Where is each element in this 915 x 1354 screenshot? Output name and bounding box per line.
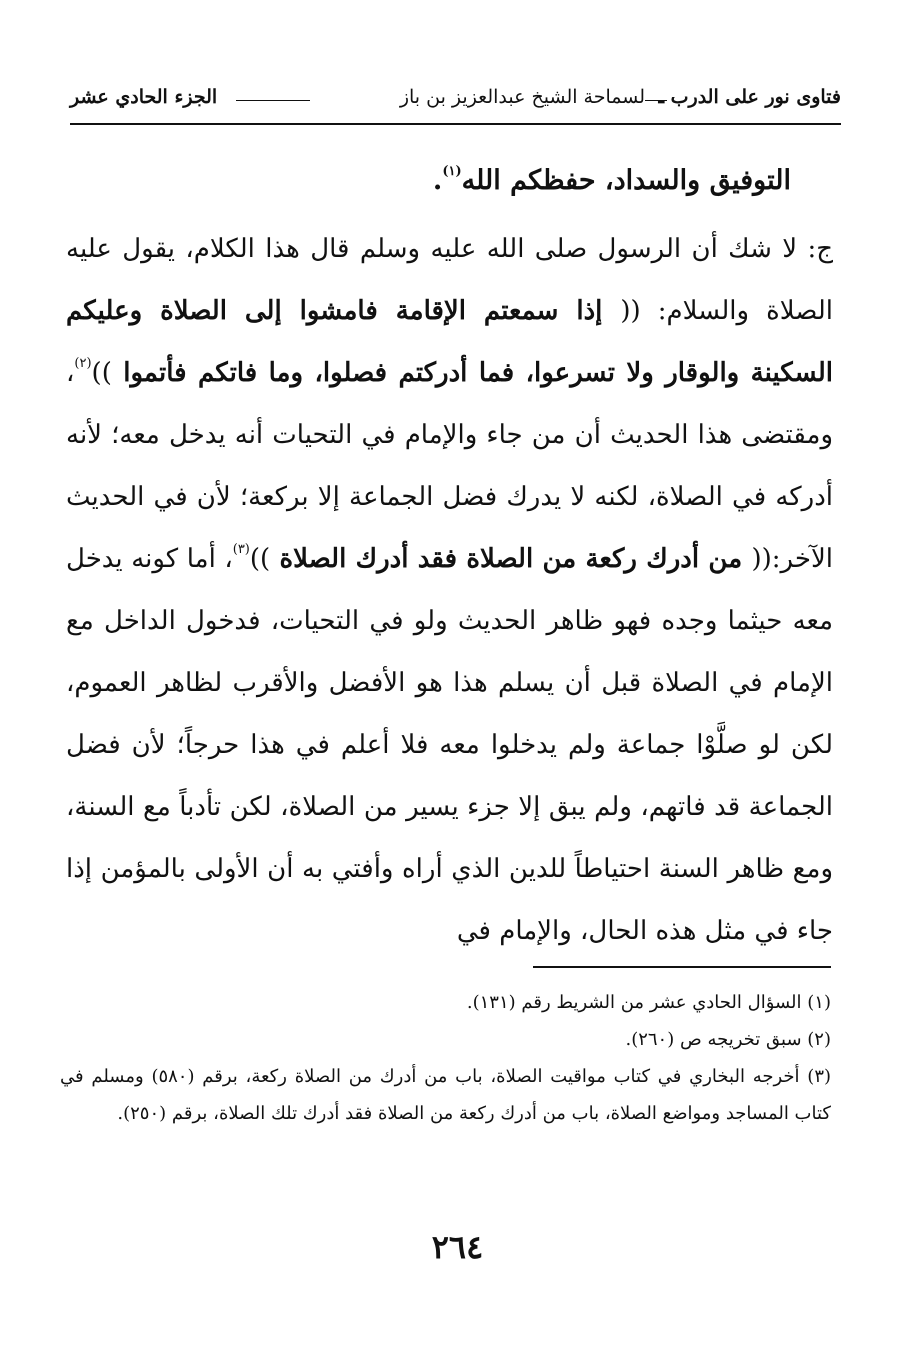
footnote-item: (٣) أخرجه البخاري في كتاب مواقيت الصلاة، باب من أدرك من الصلاة ركعة، برقم (٥٨٠) ومسلم في كتاب المساجد ومواضع الصلاة، باب من أدرك ركعة من الصلاة فقد أدرك تلك الصلاة، برقم (٢٥٠).: [60, 1066, 832, 1124]
footnotes: [60, 984, 831, 1132]
answer-continuation: ، ومقتضى هذا الحديث أن من جاء والإمام في التحيات أنه يدخل معه؛ لأنه أدركه في الصلاة، لكنه لا يدرك فضل الجماعة إلا بركعة؛ لأن في الحديث الآخر:((: [66, 358, 834, 574]
quote-close: )): [249, 544, 271, 574]
footnote-ref: (٢): [74, 356, 92, 371]
volume-title: الجزء الحادي عشر: [70, 86, 218, 108]
answer-ending: ، أما كونه يدخل معه حيثما وجده فهو ظاهر الحديث ولو في التحيات، فدخول الداخل مع الإمام في الصلاة قبل أن يسلم هذا هو الأفضل والأقرب لظاهر العموم، لكن لو صلَّوْا جماعة ولم يدخلوا معه فلا أعلم في هذا حرجاً؛ لأن فضل الجماعة قد فاتهم، ولم يبق إلا جزء يسير من الصلاة، لكن تأدباً مع السنة، ومع ظاهر السنة احتياطاً للدين الذي أراه وأفتي به أن الأولى بالمؤمن إذا جاء في مثل هذه الحال، والإمام في: [66, 544, 833, 946]
series-title: فتاوى نور على الدرب ـ: [658, 86, 841, 108]
page-number: ٢٦٤: [431, 1228, 484, 1266]
footnote-item: (٢) سبق تخريجه ص (٢٦٠).: [625, 1029, 831, 1050]
header-rule: [70, 123, 841, 125]
answer-intro: ج: لا شك أن الرسول صلى الله عليه وسلم قال هذا الكلام، يقول عليه الصلاة والسلام: ((: [66, 234, 833, 326]
running-header: [70, 86, 841, 120]
footnote-ref: (١): [442, 164, 462, 179]
main-text: [66, 150, 833, 962]
header-dash: [645, 100, 667, 101]
footnote-item: (١) السؤال الحادي عشر من الشريط رقم (١٣١).: [466, 992, 831, 1013]
closing-text: التوفيق والسداد، حفظكم الله: [461, 165, 791, 196]
hadith-quote: إذا سمعتم الإقامة فامشوا إلى الصلاة وعليكم السكينة والوقار ولا تسرعوا، فما أدركتم فصلوا، وما فاتكم فأتموا: [66, 296, 833, 388]
header-dash: [236, 100, 310, 101]
author-name: لسماحة الشيخ عبدالعزيز بن باز: [399, 86, 645, 108]
footnote-separator: [533, 966, 831, 968]
footnote-ref: (٣): [232, 542, 250, 557]
hadith-quote: من أدرك ركعة من الصلاة فقد أدرك الصلاة: [270, 544, 752, 574]
answer-paragraph: [66, 218, 833, 962]
closing-line: [66, 150, 833, 212]
closing-end: .: [432, 165, 443, 196]
quote-close: )): [91, 358, 112, 388]
